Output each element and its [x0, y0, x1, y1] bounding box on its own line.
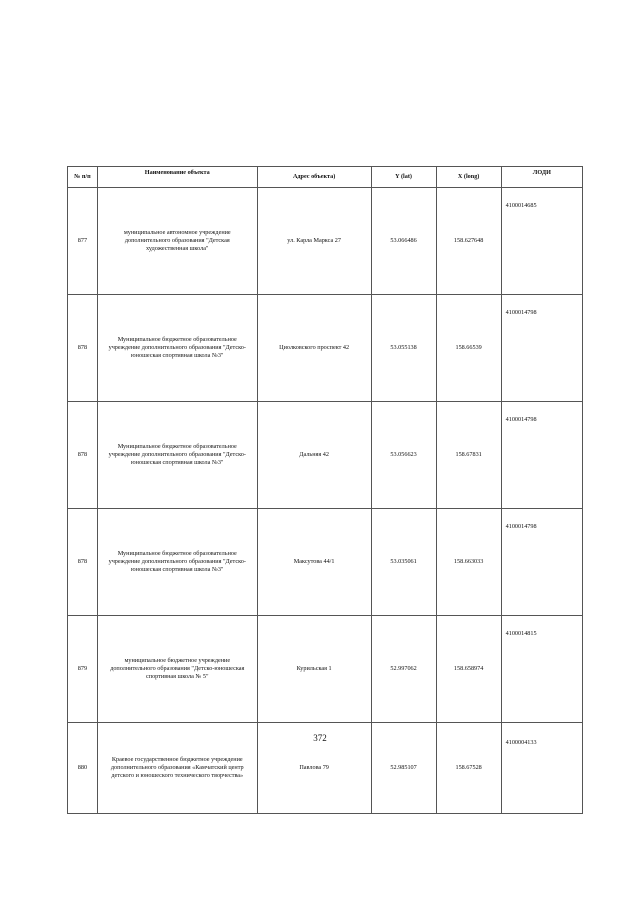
cell-lat: 53.035061	[371, 509, 436, 616]
cell-lat: 52.997062	[371, 616, 436, 723]
cell-long: 158.658974	[436, 616, 501, 723]
cell-num: 878	[68, 402, 98, 509]
header-long: X (long)	[436, 167, 501, 188]
cell-address: Максутова 44/1	[257, 509, 371, 616]
header-lat: Y (lat)	[371, 167, 436, 188]
cell-oddi: 4100014798	[501, 402, 582, 509]
cell-name: муниципальное автономное учреждение дополнительного образования "Детская художественная школа"	[97, 188, 257, 295]
cell-num: 877	[68, 188, 98, 295]
cell-address: Дальняя 42	[257, 402, 371, 509]
cell-address: Курильская 1	[257, 616, 371, 723]
cell-lat: 53.055138	[371, 295, 436, 402]
cell-lat: 53.066486	[371, 188, 436, 295]
cell-name: Муниципальное бюджетное образовательное учреждение дополнительного образования "Детско-юношеская спортивная школа №3"	[97, 402, 257, 509]
cell-oddi: 4100014798	[501, 509, 582, 616]
cell-long: 158.67528	[436, 723, 501, 814]
header-address: Адрес объекта)	[257, 167, 371, 188]
table-row	[68, 616, 583, 723]
cell-name: Муниципальное бюджетное образовательное учреждение дополнительного образования "Детско-юношеская спортивная школа №3"	[97, 295, 257, 402]
cell-lat: 52.985107	[371, 723, 436, 814]
table-row	[68, 509, 583, 616]
cell-long: 158.66539	[436, 295, 501, 402]
cell-oddi: 4100014685	[501, 188, 582, 295]
page-number: 372	[313, 733, 327, 743]
cell-address: Павлова 79	[257, 723, 371, 814]
cell-name: муниципальное бюджетное учреждение дополнительного образования "Детско-юношеская спортивная школа № 5"	[97, 616, 257, 723]
table-row	[68, 402, 583, 509]
table-row	[68, 295, 583, 402]
cell-oddi: 4100004133	[501, 723, 582, 814]
cell-long: 158.663033	[436, 509, 501, 616]
objects-table	[67, 166, 583, 814]
cell-oddi: 4100014798	[501, 295, 582, 402]
cell-num: 878	[68, 295, 98, 402]
cell-lat: 53.056623	[371, 402, 436, 509]
cell-name: Муниципальное бюджетное образовательное учреждение дополнительного образования "Детско-юношеская спортивная школа №3"	[97, 509, 257, 616]
cell-num: 879	[68, 616, 98, 723]
cell-address: ул. Карла Маркса 27	[257, 188, 371, 295]
cell-long: 158.627648	[436, 188, 501, 295]
table-header-row	[68, 167, 583, 188]
cell-address: Циолковского проспект 42	[257, 295, 371, 402]
cell-num: 878	[68, 509, 98, 616]
header-oddi: ЛОДИ	[501, 167, 582, 188]
table-row	[68, 188, 583, 295]
cell-oddi: 4100014815	[501, 616, 582, 723]
cell-long: 158.67831	[436, 402, 501, 509]
cell-name: Краевое государственное бюджетное учреждение дополнительного образования «Камчатский центр детского и юношеского технического творчества»	[97, 723, 257, 814]
cell-num: 880	[68, 723, 98, 814]
header-name: Наименование объекта	[97, 167, 257, 188]
header-num: № п/п	[68, 167, 98, 188]
